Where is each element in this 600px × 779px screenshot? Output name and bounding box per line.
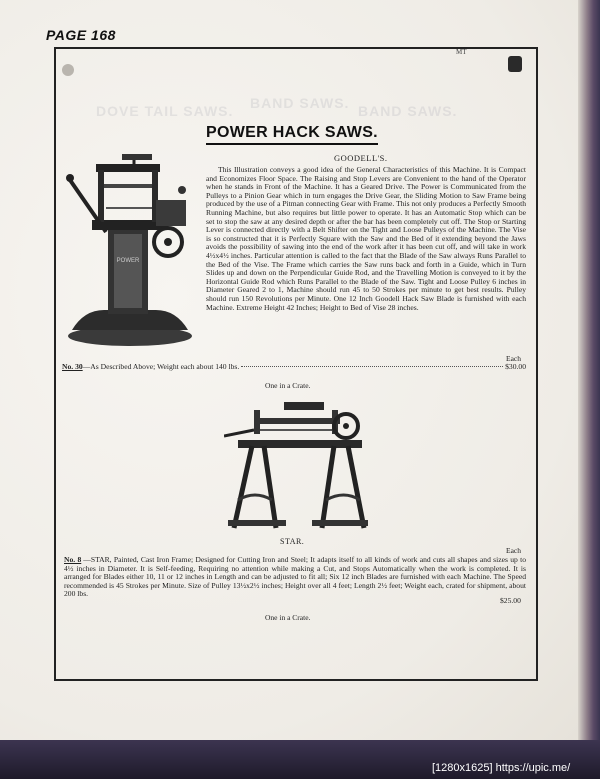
item-description-no-8 [64, 556, 526, 599]
corner-ornament-right [508, 56, 522, 72]
page-code: MT [456, 48, 467, 56]
page-number: PAGE 168 [46, 27, 116, 43]
product-description: This Illustration conveys a good idea of the General Characteristics of this Machine. It is Compact and Economizes Floor Space. The Raising and Stop Levers are Convenient to the hand of the Operator when he stands in Front of the Machine. It has a Geared Drive. The Power is Communicated from the Pulleys to a Pinion Gear which in turn engages the Drive Gear, the Sliding Motion to Saw Frame being produced by the use of a Pitman connecting Gear with Frame. This not only produces a Perfectly Smooth Running Machine, but also requires but little power to operate. It has an Automatic Stop which can be set to stop the saw at any desired depth or after the bar has been completely cut off. The Stop or Starting Lever is connected directly with a Belt Shifter on the Tight and Loose Pulleys of the Machine. The Vise is so constructed that it is Perfectly Square with the Saw and the Bed of it extending beyond the Jaws avoids the possibility of sawing into the end of the work after it has been cut off, and will take in work 4½x4½ inches. Particular attention is called to the fact that the Blade of the Saw always Runs Parallel to the Bed of the Vise. The Frame which carries the Saw runs back and forth in a Guide, which in Turn Slides up and down on the Perpendicular Guide Rod, and the Travelling Motion is conveyed to it by the Horizontal Guide Rod which Runs Parallel to the Blade of the Saw. Tight and Loose Pulley 6 inches in Diameter Geared 2 to 1, Machine should run 45 to 50 Strokes per minute to get best results. Pulley should run 150 Revolutions per Minute. One 12 Inch Goodell Hack Saw Blade is furnished with each Machine. Extreme Height 42 Inches; Height to Bed of Vise 28 inches. [206, 165, 526, 312]
svg-text:POWER: POWER [116, 258, 140, 264]
each-label: Each [506, 354, 521, 363]
section-title: POWER HACK SAWS. [206, 124, 378, 141]
each-label: Each [506, 546, 521, 555]
item-summary: —STAR, Painted, Cast Iron Frame; Designed for Cutting Iron and Steel; It adapts itself to all kinds of work and cuts all shapes and sizes up to 4½ inches in Diameter. It is Self-feeding, Requiring no attention while making a Cut, and Stops Automatically when the work is completed. It is arranged for Blades either 10, 11 or 12 inches in Length and can be adjusted to fit all; Six 12 inch Blades are furnished with each Machine. The Speed recommended is 45 Strokes per Minute. Size of Pulley 13½x2½ inches; Height over all 4 feet; Length 2½ feet; Weight each, crated for shipment, about 200 lbs. [64, 555, 526, 599]
maker-heading: GOODELL'S. [334, 153, 388, 163]
packing-note: One in a Crate. [265, 613, 311, 622]
item-price: $30.00 [505, 362, 526, 371]
bleed-through-text: BAND SAWS. [250, 95, 350, 111]
star-hack-saw-illustration [224, 400, 370, 534]
book-spine [578, 0, 600, 740]
leader-dots [241, 366, 503, 367]
bleed-through-text: DOVE TAIL SAWS. [96, 103, 234, 119]
item-line-no-30 [62, 362, 526, 371]
item-price: $25.00 [500, 596, 521, 605]
item-number: No. 8 [64, 555, 82, 564]
corner-ornament-left [62, 64, 74, 76]
item-summary: —As Described Above; Weight each about 140 lbs. [82, 362, 240, 371]
title-underline [206, 143, 378, 145]
item-number: No. 30 [62, 362, 83, 371]
power-hack-saw-illustration [64, 150, 196, 350]
bleed-through-text: BAND SAWS. [358, 103, 458, 119]
image-watermark: [1280x1625] https://upic.me/ [432, 762, 571, 774]
packing-note: One in a Crate. [265, 381, 311, 390]
illustration-caption: STAR. [280, 537, 305, 546]
